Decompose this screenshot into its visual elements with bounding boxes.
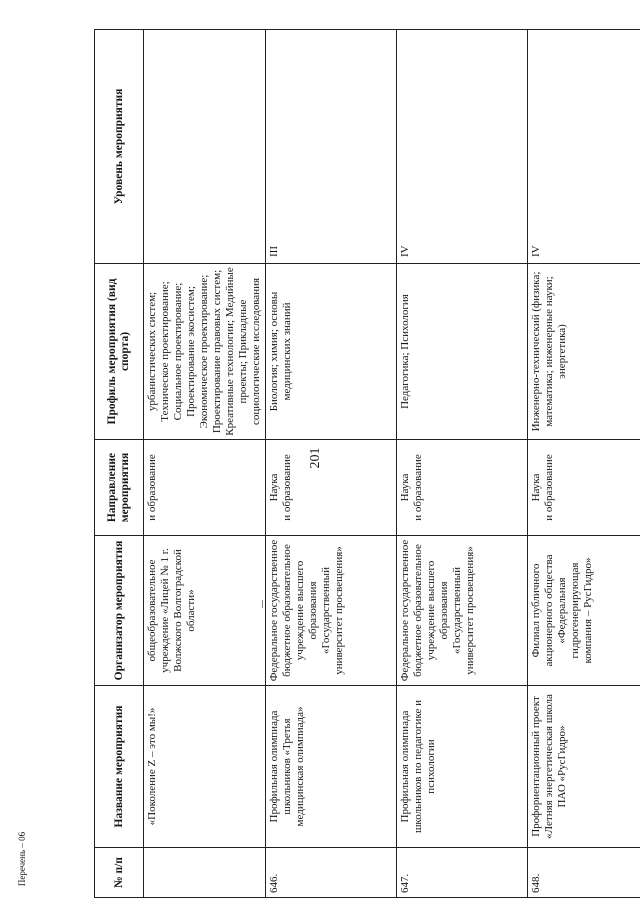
page-number: 201 (308, 447, 323, 469)
row-number: 648. (528, 848, 640, 898)
event-level: IV (528, 30, 640, 264)
event-organizer: общеобразовательное учреждение «Лицей № 1 г. Волжского Волгоградской области» (144, 536, 266, 686)
event-name: Профориентационный проект «Летняя энергетическая школа ПАО «РусГидро» (528, 686, 640, 848)
events-table (94, 29, 640, 898)
event-name: Профильная олимпиада школьников «Третья медицинская олимпиада» (266, 686, 397, 848)
header-profile: Профиль мероприятия (вид спорта) (95, 264, 144, 440)
table-row (144, 30, 266, 898)
event-organizer: Федеральное государственное бюджетное образовательное учреждение высшего образования «Государственный университет просвещения» (266, 536, 397, 686)
header-level: Уровень мероприятия (95, 30, 144, 264)
event-name: «Поколение Z – это мы!» (144, 686, 266, 848)
event-direction: Наука и образование (266, 440, 397, 536)
table-row (528, 30, 640, 898)
header-organizer: Организатор мероприятия (95, 536, 144, 686)
event-direction: Наука и образование (397, 440, 528, 536)
header-number: № п/п (95, 848, 144, 898)
event-level: III (266, 30, 397, 264)
event-profile: Инженерно-технический (физика; математика; инженерные науки; энергетика) (528, 264, 640, 440)
event-profile: Биология; химия; основы медицинских знаний (266, 264, 397, 440)
footer-note: Перечень – 06 (17, 831, 27, 887)
event-level: IV (397, 30, 528, 264)
event-direction: и образование (144, 440, 266, 536)
table-header-row (95, 30, 144, 898)
header-direction: Направление мероприятия (95, 440, 144, 536)
event-direction: Наука и образование (528, 440, 640, 536)
row-number (144, 848, 266, 898)
row-number: 647. (397, 848, 528, 898)
event-profile: урбанистических систем; Техническое проектирование; Социальное проектирование; Проектирование экосистем; Экономическое проектирование; Проектирование правовых систем; Креативные технологии; Медийные проекты; Прикладные социологические исследования (144, 264, 266, 440)
table-row (266, 30, 397, 898)
event-name: Профильная олимпиада школьников по педагогике и психологии (397, 686, 528, 848)
table-wrapper (94, 30, 606, 898)
event-profile: Педагогика; Психология (397, 264, 528, 440)
event-level (144, 30, 266, 264)
event-organizer: Федеральное государственное бюджетное образовательное учреждение высшего образования «Государственный университет просвещения» (397, 536, 528, 686)
header-name: Название мероприятия (95, 686, 144, 848)
table-row (397, 30, 528, 898)
event-organizer: Филиал публичного акционерного общества «Федеральная гидрогенерирующая компания – РусГидро» (528, 536, 640, 686)
row-number: 646. (266, 848, 397, 898)
